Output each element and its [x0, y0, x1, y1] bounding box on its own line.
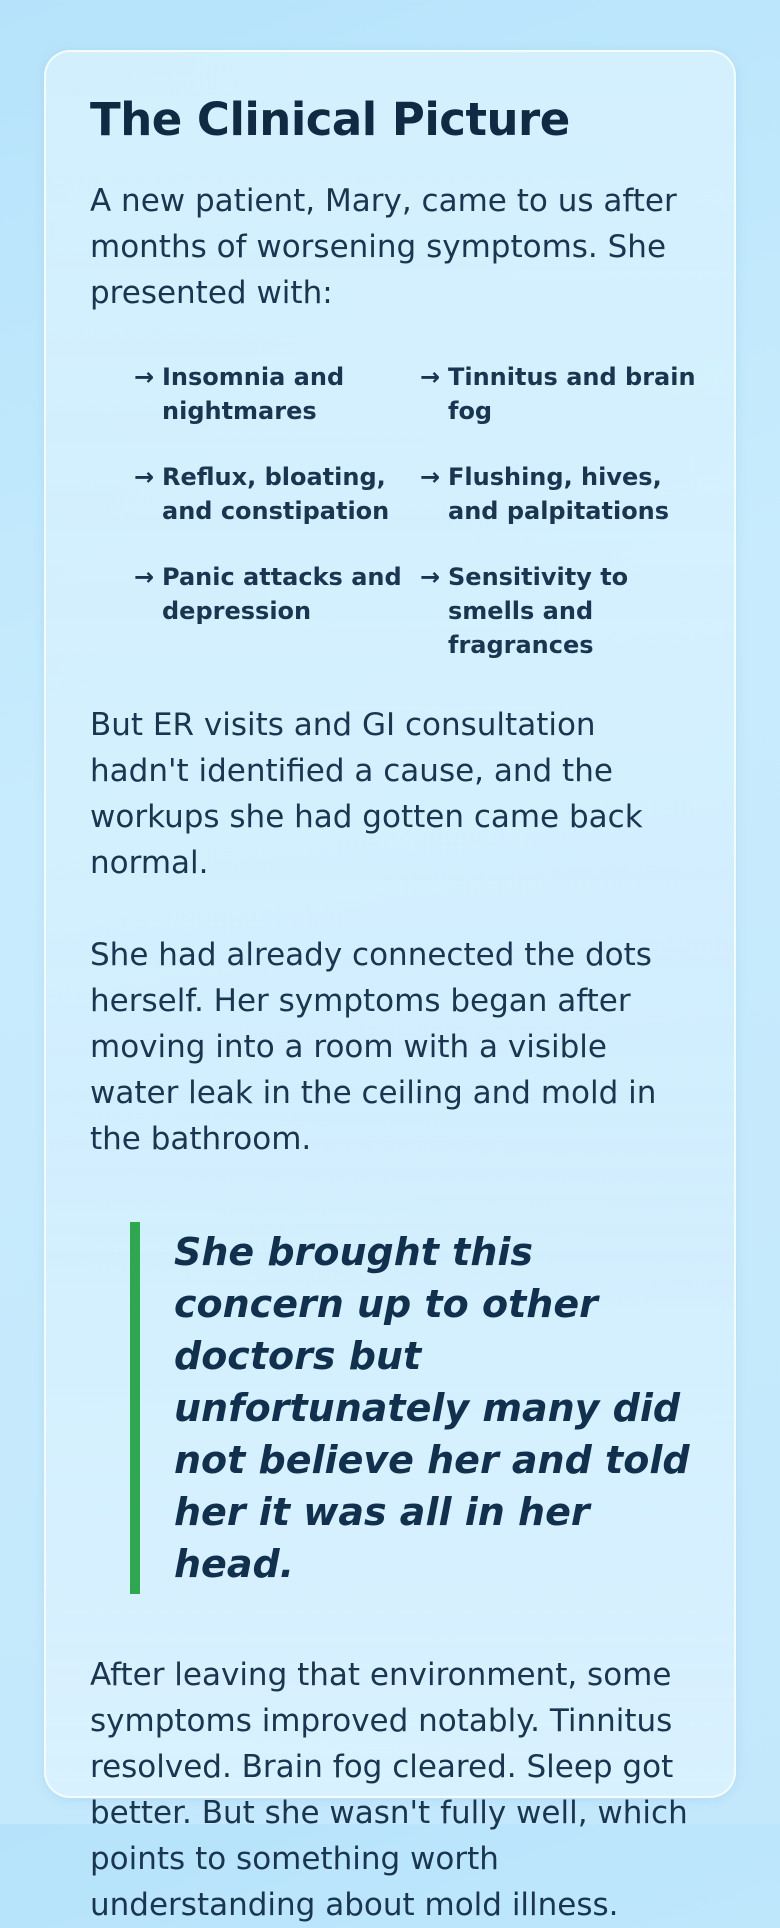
symptom-item	[420, 560, 704, 662]
arrow-right-icon: →	[134, 463, 155, 491]
symptom-label: Tinnitus and brain fog	[448, 363, 696, 425]
arrow-right-icon: →	[420, 363, 441, 391]
symptom-item	[134, 360, 420, 428]
symptom-list	[134, 360, 704, 662]
arrow-right-icon: →	[134, 363, 155, 391]
symptom-item	[134, 460, 420, 528]
outcome-paragraph: After leaving that environment, some symptoms improved notably. Tinnitus resolved. Brain fog cleared. Sleep got better. But she wasn't fully well, which points to something worth understanding about mold illness.	[90, 1657, 688, 1923]
arrow-right-icon: →	[134, 563, 155, 591]
page-title: The Clinical Picture	[90, 93, 570, 146]
arrow-right-icon: →	[420, 563, 441, 591]
pull-quote-text: She brought this concern up to other doctors but unfortunately many did not believe her and told her it was all in her head.	[174, 1230, 690, 1586]
pull-quote	[130, 1222, 704, 1594]
symptom-label: Reflux, bloating, and constipation	[162, 463, 390, 525]
symptom-label: Flushing, hives, and palpitations	[448, 463, 670, 525]
symptom-label: Sensitivity to smells and fragrances	[448, 563, 629, 659]
symptom-item	[134, 560, 420, 662]
symptom-item	[420, 360, 704, 428]
arrow-right-icon: →	[420, 463, 441, 491]
environment-paragraph: She had already connected the dots herself. Her symptoms began after moving into a room with a visible water leak in the ceiling and mold in the bathroom.	[90, 937, 657, 1157]
intro-paragraph: A new patient, Mary, came to us after months of worsening symptoms. She presented with:	[90, 183, 677, 311]
symptom-label: Insomnia and nightmares	[162, 363, 345, 425]
symptom-item	[420, 460, 704, 528]
article-card	[44, 50, 736, 1923]
symptom-label: Panic attacks and depression	[162, 563, 402, 625]
workup-paragraph: But ER visits and GI consultation hadn't identified a cause, and the workups she had gotten came back normal.	[90, 707, 643, 881]
